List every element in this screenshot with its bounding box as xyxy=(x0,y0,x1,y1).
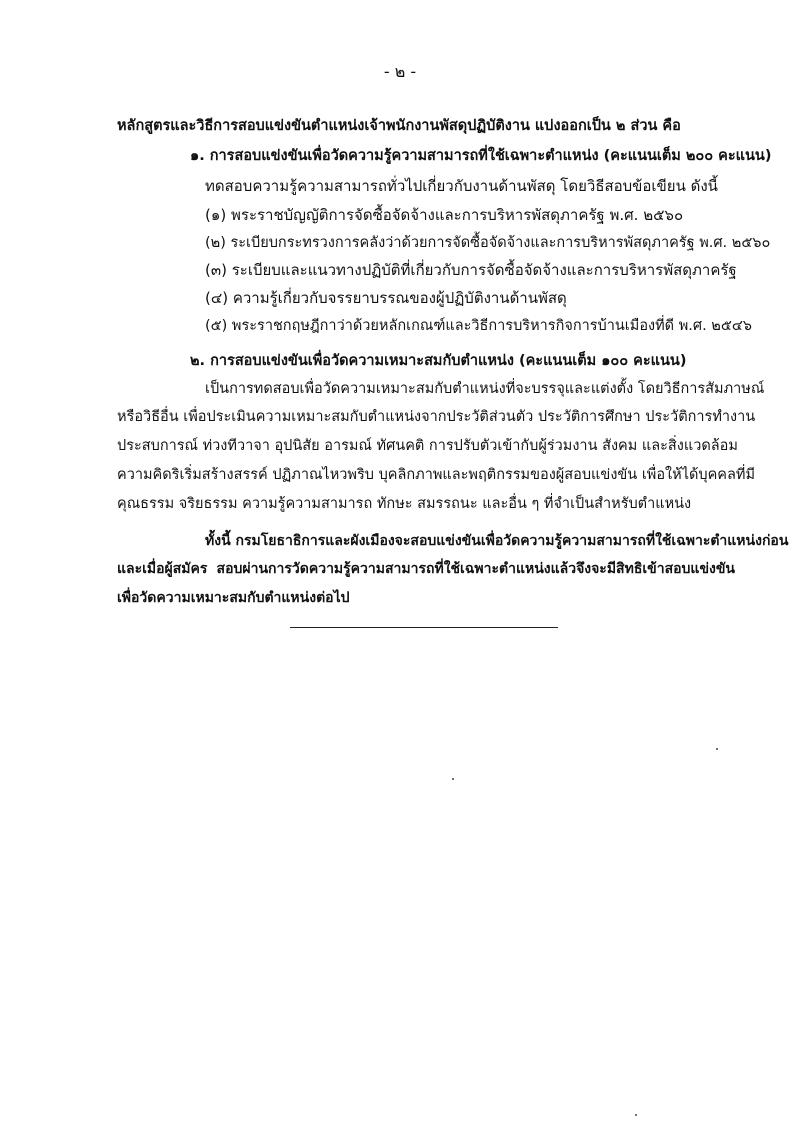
end-divider xyxy=(290,627,558,628)
scan-speck xyxy=(452,778,454,780)
section2-line: คุณธรรม จริยธรรม ความรู้ความสามารถ ทักษะ สมรรถนะ และอื่น ๆ ที่จำเป็นสำหรับตำแหน่ง xyxy=(117,496,692,512)
section2-line: ประสบการณ์ ท่วงทีวาจา อุปนิสัย อารมณ์ ทัศนคติ การปรับตัวเข้ากับผู้ร่วมงาน สังคม และสิ่งแวดล้อม xyxy=(117,438,738,454)
section2-line: หรือวิธีอื่น เพื่อประเมินความเหมาะสมกับตำแหน่งจากประวัติส่วนตัว ประวัติการศึกษา ประวัติการทำงาน xyxy=(117,409,756,425)
section1-title: ๑. การสอบแข่งขันเพื่อวัดความรู้ความสามารถที่ใช้เฉพาะตำแหน่ง (คะแนนเต็ม ๒๐๐ คะแนน) xyxy=(190,148,772,164)
section1-item: (๑) พระราชบัญญัติการจัดซื้อจัดจ้างและการบริหารพัสดุภาครัฐ พ.ศ. ๒๕๖๐ xyxy=(205,206,684,224)
section1-item: (๒) ระเบียบกระทรวงการคลังว่าด้วยการจัดซื้อจัดจ้างและการบริหารพัสดุภาครัฐ พ.ศ. ๒๕๖๐ xyxy=(205,235,771,251)
closing-line: เพื่อวัดความเหมาะสมกับตำแหน่งต่อไป xyxy=(117,590,350,606)
document-heading: หลักสูตรและวิธีการสอบแข่งขันตำแหน่งเจ้าพนักงานพัสดุปฏิบัติงาน แบ่งออกเป็น ๒ ส่วน คือ xyxy=(117,118,681,134)
scan-speck xyxy=(716,748,718,750)
page-number: - ๒ - xyxy=(383,62,417,81)
section2-line: ความคิดริเริ่มสร้างสรรค์ ปฏิภาณไหวพริบ บุคลิกภาพและพฤติกรรมของผู้สอบแข่งขัน เพื่อให้ได้บุคคลที่มี xyxy=(117,467,756,483)
section1-item: (๔) ความรู้เกี่ยวกับจรรยาบรรณของผู้ปฏิบัติงานด้านพัสดุ xyxy=(205,289,567,307)
section2-title: ๒. การสอบแข่งขันเพื่อวัดความเหมาะสมกับตำแหน่ง (คะแนนเต็ม ๑๐๐ คะแนน) xyxy=(190,353,687,369)
section2-line: เป็นการทดสอบเพื่อวัดความเหมาะสมกับตำแหน่งที่จะบรรจุและแต่งตั้ง โดยวิธีการสัมภาษณ์ xyxy=(205,381,765,397)
section1-intro: ทดสอบความรู้ความสามารถทั่วไปเกี่ยวกับงานด้านพัสดุ โดยวิธีสอบข้อเขียน ดังนี้ xyxy=(205,177,718,195)
section1-item: (๕) พระราชกฤษฎีกาว่าด้วยหลักเกณฑ์และวิธีการบริหารกิจการบ้านเมืองที่ดี พ.ศ. ๒๕๔๖ xyxy=(205,318,752,334)
closing-line: ทั้งนี้ กรมโยธาธิการและผังเมืองจะสอบแข่งขันเพื่อวัดความรู้ความสามารถที่ใช้เฉพาะตำแหน่งก่อน xyxy=(205,533,789,549)
closing-line: และเมื่อผู้สมัคร สอบผ่านการวัดความรู้ความสามารถที่ใช้เฉพาะตำแหน่งแล้วจึงจะมีสิทธิเข้าสอบแข่งขัน xyxy=(117,561,735,577)
section1-item: (๓) ระเบียบและแนวทางปฏิบัติที่เกี่ยวกับการจัดซื้อจัดจ้างและการบริหารพัสดุภาครัฐ xyxy=(205,261,737,279)
scan-speck xyxy=(635,1114,637,1116)
